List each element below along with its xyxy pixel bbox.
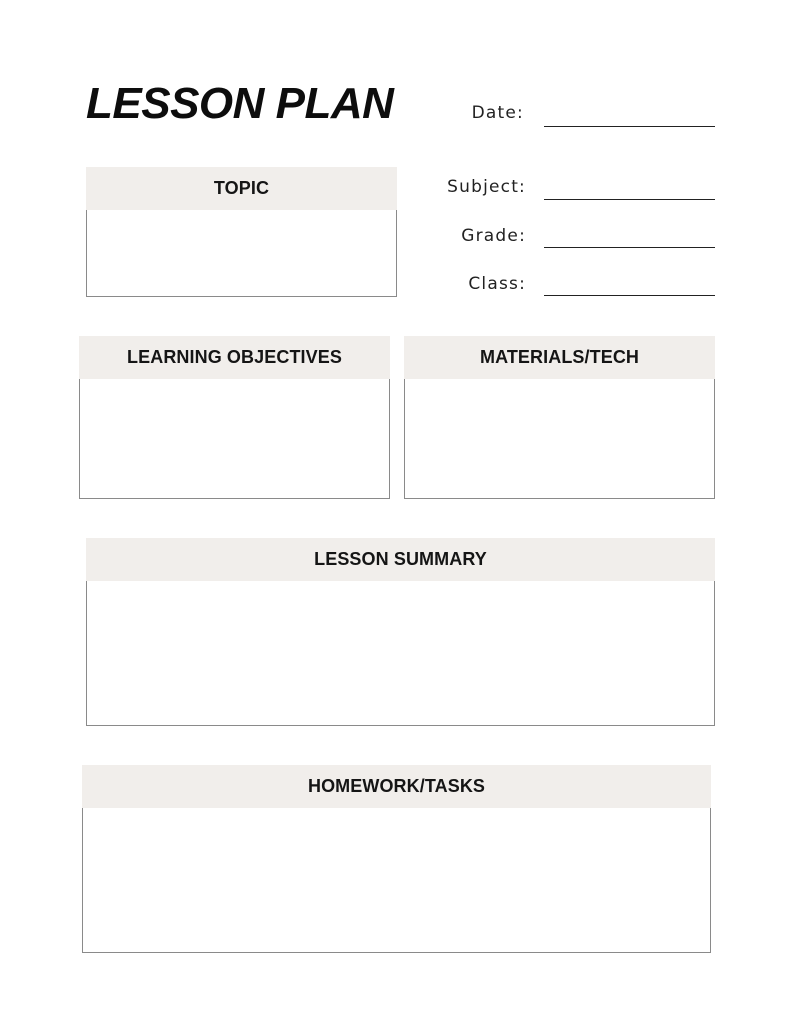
- homework-tasks-header: HOMEWORK/TASKS: [82, 765, 711, 808]
- learning-objectives-section: [79, 336, 390, 499]
- topic-section: [86, 167, 397, 297]
- materials-tech-section: [404, 336, 715, 499]
- learning-objectives-header: LEARNING OBJECTIVES: [79, 336, 390, 379]
- lesson-summary-section: [86, 538, 715, 726]
- materials-tech-header: MATERIALS/TECH: [404, 336, 715, 379]
- class-input-line[interactable]: [544, 295, 715, 296]
- lesson-summary-input-area[interactable]: [86, 581, 715, 726]
- topic-input-area[interactable]: [86, 210, 397, 297]
- grade-input-line[interactable]: [544, 247, 715, 248]
- homework-tasks-input-area[interactable]: [82, 808, 711, 953]
- grade-label: Grade:: [461, 226, 526, 246]
- class-label: Class:: [468, 274, 526, 294]
- subject-input-line[interactable]: [544, 199, 715, 200]
- topic-header: TOPIC: [86, 167, 397, 210]
- subject-label: Subject:: [447, 177, 526, 197]
- date-input-line[interactable]: [544, 126, 715, 127]
- learning-objectives-input-area[interactable]: [79, 379, 390, 499]
- materials-tech-input-area[interactable]: [404, 379, 715, 499]
- page-title: LESSON PLAN: [86, 79, 394, 128]
- lesson-summary-header: LESSON SUMMARY: [86, 538, 715, 581]
- date-label: Date:: [471, 103, 524, 123]
- homework-tasks-section: [82, 765, 711, 953]
